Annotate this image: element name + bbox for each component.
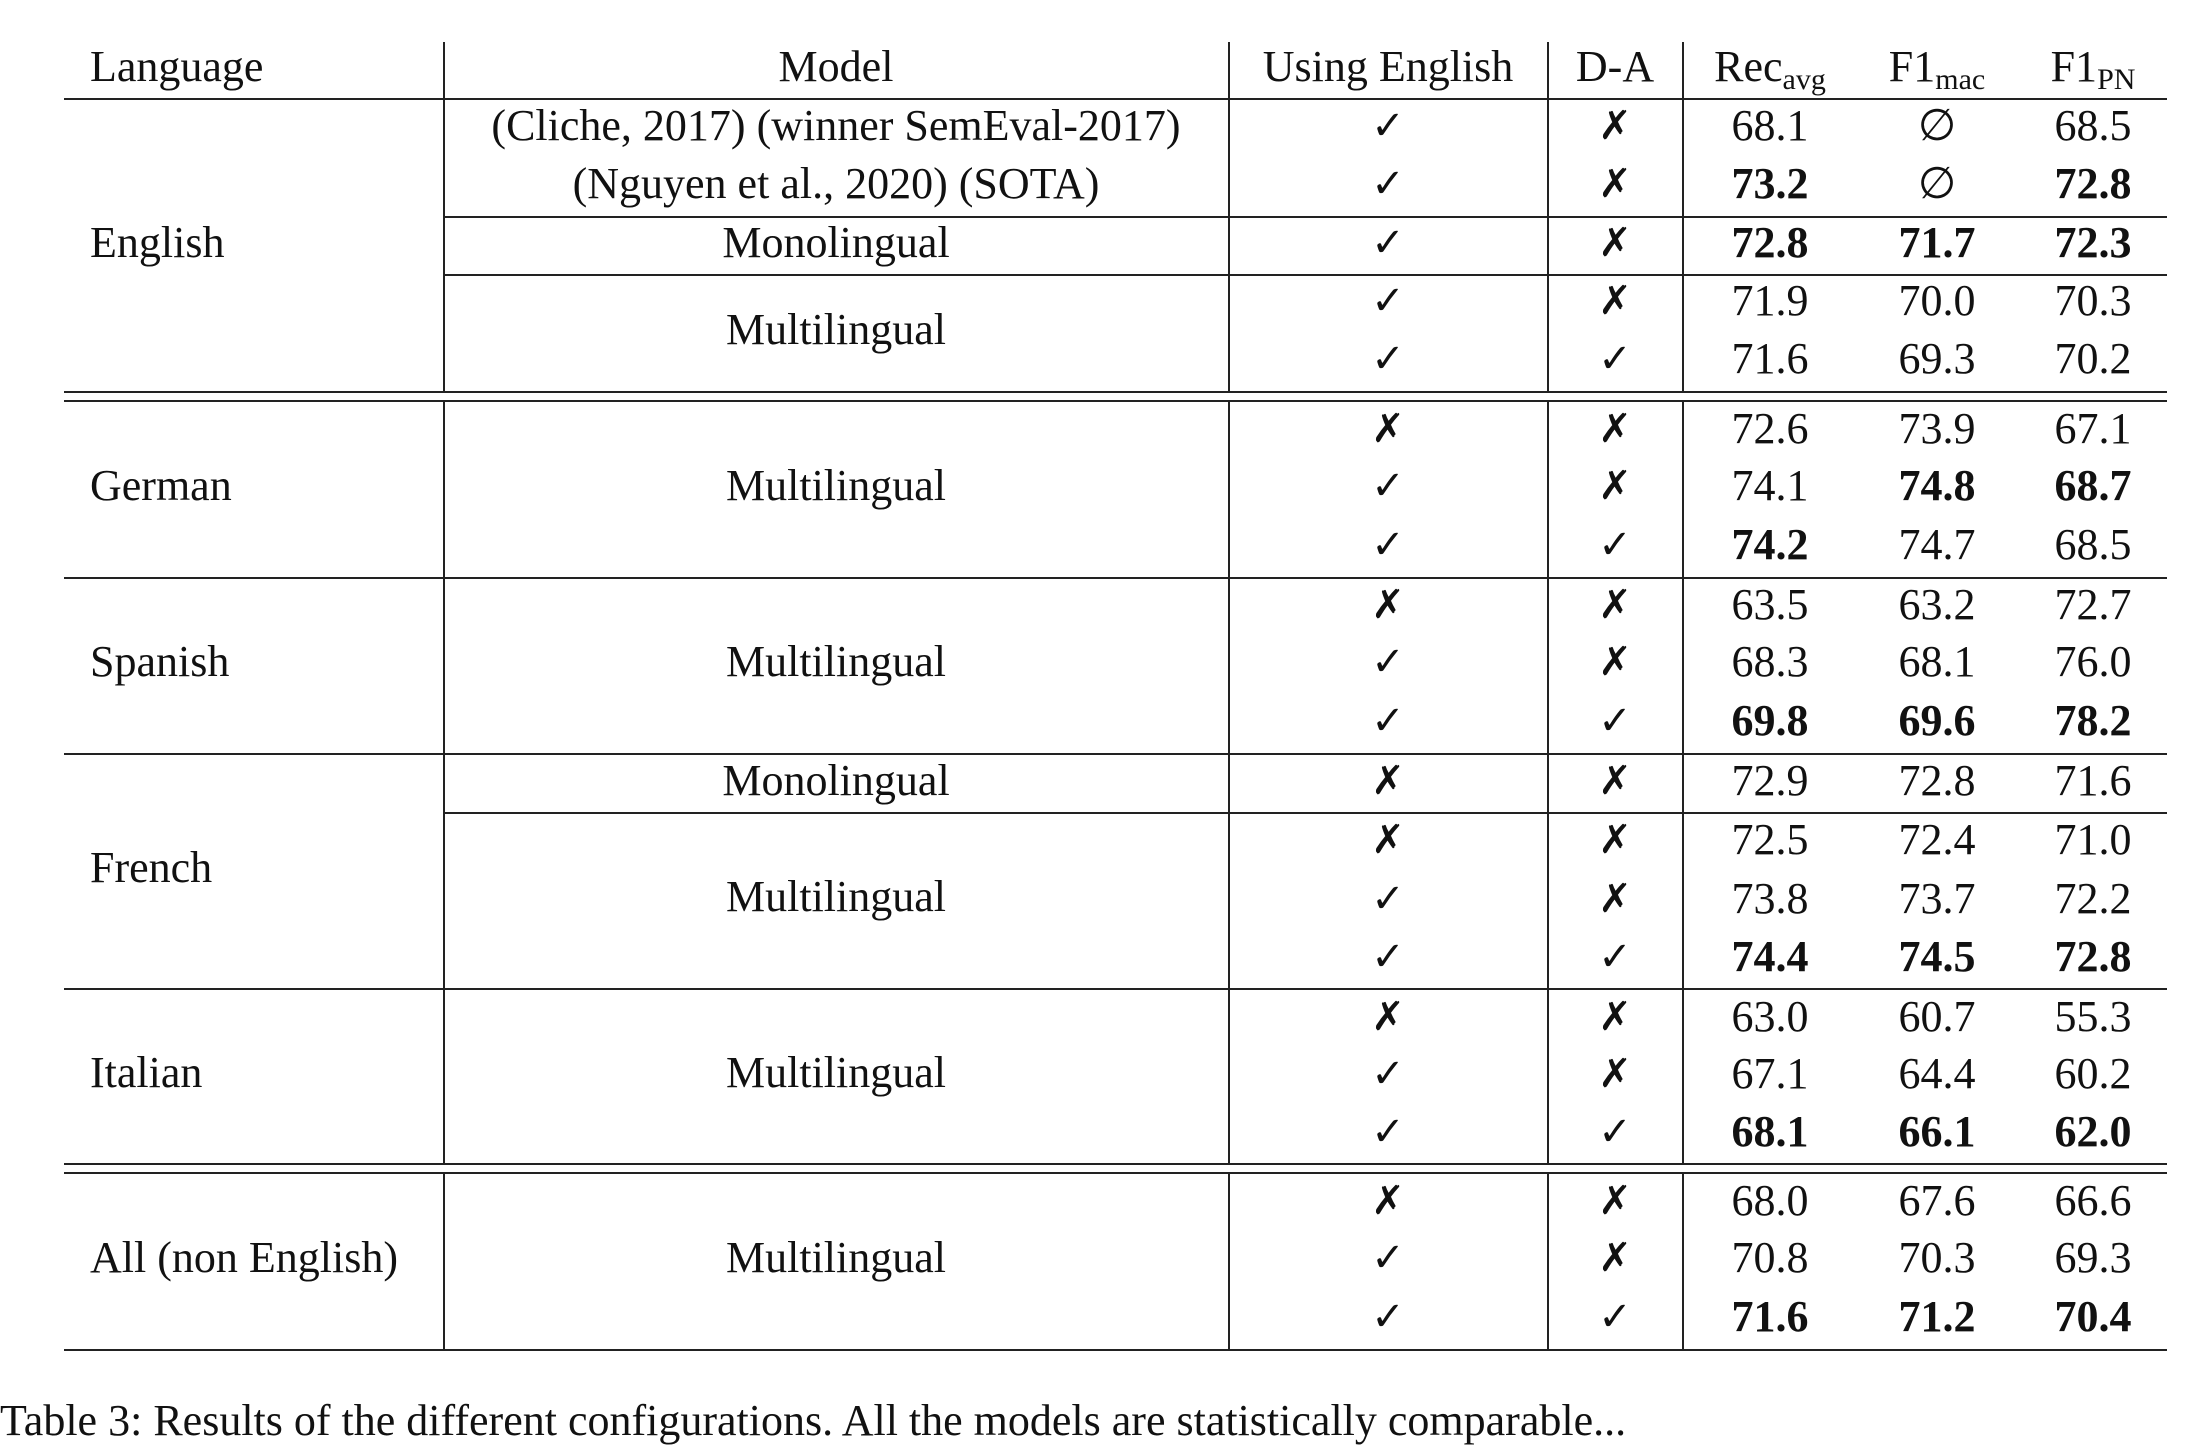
using-english-mark: ✗ <box>1371 1178 1405 1224</box>
da-mark: ✗ <box>1598 463 1632 509</box>
header-f1mac-base: F1 <box>1888 42 1936 91</box>
header-using-english: Using English <box>1262 42 1514 91</box>
model-label: Multilingual <box>726 1048 946 1097</box>
using-english-mark: ✓ <box>1371 639 1405 685</box>
f1-pn-value: 60.2 <box>2054 1049 2132 1098</box>
header-f1pn-sub: PN <box>2097 63 2136 96</box>
f1-pn-value: 72.3 <box>2054 218 2132 267</box>
rule <box>64 98 2167 100</box>
using-english-mark: ✓ <box>1371 278 1405 324</box>
rec-avg-value: 72.9 <box>1731 756 1809 805</box>
col-divider <box>443 42 445 391</box>
rec-avg-value: 63.5 <box>1731 580 1809 629</box>
rec-avg-value: 63.0 <box>1731 992 1809 1041</box>
da-mark: ✗ <box>1598 876 1632 922</box>
f1-mac-value: 74.8 <box>1898 461 1976 510</box>
f1-mac-value: 66.1 <box>1898 1107 1976 1156</box>
col-divider <box>443 402 445 1163</box>
using-english-mark: ✓ <box>1371 522 1405 568</box>
header-rec-sub: avg <box>1782 63 1826 96</box>
rec-avg-value: 74.1 <box>1731 461 1809 510</box>
f1-mac-value: 71.2 <box>1898 1292 1976 1341</box>
using-english-mark: ✓ <box>1371 1109 1405 1155</box>
rule <box>64 1349 2167 1351</box>
rec-avg-value: 68.1 <box>1731 101 1809 150</box>
using-english-mark: ✓ <box>1371 698 1405 744</box>
rule <box>444 274 2167 276</box>
f1-mac-value: 71.7 <box>1898 218 1976 267</box>
rule <box>64 1163 2167 1165</box>
rule <box>64 988 2167 990</box>
using-english-mark: ✓ <box>1371 463 1405 509</box>
da-mark: ✓ <box>1598 698 1632 744</box>
model-label: (Nguyen et al., 2020) (SOTA) <box>572 159 1100 208</box>
da-mark: ✗ <box>1598 278 1632 324</box>
rule <box>64 753 2167 755</box>
col-divider <box>1682 42 1684 391</box>
header-rec-avg <box>1714 38 1826 96</box>
using-english-mark: ✓ <box>1371 1235 1405 1281</box>
f1-pn-value: 66.6 <box>2054 1176 2132 1225</box>
rec-avg-value: 73.2 <box>1731 159 1809 208</box>
rec-avg-value: 74.2 <box>1731 520 1809 569</box>
da-mark: ✗ <box>1598 1235 1632 1281</box>
f1-mac-value: 72.8 <box>1898 756 1976 805</box>
rec-avg-value: 72.5 <box>1731 815 1809 864</box>
using-english-mark: ✓ <box>1371 103 1405 149</box>
da-mark: ✗ <box>1598 220 1632 266</box>
col-divider <box>1228 1174 1230 1349</box>
f1-pn-value: 76.0 <box>2054 637 2132 686</box>
using-english-mark: ✓ <box>1371 934 1405 980</box>
f1-mac-value: 70.3 <box>1898 1233 1976 1282</box>
header-model: Model <box>778 42 894 91</box>
group-language: English <box>90 218 225 267</box>
f1-pn-value: 72.2 <box>2054 874 2132 923</box>
rec-avg-value: 68.3 <box>1731 637 1809 686</box>
rec-avg-value: 71.6 <box>1731 1292 1809 1341</box>
rec-avg-value: 71.9 <box>1731 276 1809 325</box>
model-label: Monolingual <box>722 756 950 805</box>
da-mark: ✗ <box>1598 817 1632 863</box>
header-f1-mac <box>1889 38 1985 96</box>
using-english-mark: ✗ <box>1371 817 1405 863</box>
rule <box>64 577 2167 579</box>
using-english-mark: ✗ <box>1371 406 1405 452</box>
f1-mac-value: 60.7 <box>1898 992 1976 1041</box>
header-rec-base: Rec <box>1714 42 1783 91</box>
header-f1mac-sub: mac <box>1935 63 1986 96</box>
f1-pn-value: 70.2 <box>2054 334 2132 383</box>
f1-pn-value: 68.5 <box>2054 101 2132 150</box>
model-label: Multilingual <box>726 461 946 510</box>
rule <box>64 400 2167 402</box>
f1-mac-value: ∅ <box>1917 101 1957 150</box>
table-caption: Table 3: Results of the different configurations. All the models are statistically comparable... <box>0 1396 1627 1445</box>
rec-avg-value: 67.1 <box>1731 1049 1809 1098</box>
f1-mac-value: 70.0 <box>1898 276 1976 325</box>
model-label: Multilingual <box>726 305 946 354</box>
rec-avg-value: 71.6 <box>1731 334 1809 383</box>
col-divider <box>1547 402 1549 1163</box>
f1-mac-value: 74.7 <box>1898 520 1976 569</box>
f1-mac-value: 74.5 <box>1898 932 1976 981</box>
using-english-mark: ✗ <box>1371 582 1405 628</box>
model-label: Monolingual <box>722 218 950 267</box>
da-mark: ✓ <box>1598 522 1632 568</box>
da-mark: ✓ <box>1598 1294 1632 1340</box>
f1-pn-value: 70.4 <box>2054 1292 2132 1341</box>
using-english-mark: ✓ <box>1371 876 1405 922</box>
f1-mac-value: 64.4 <box>1898 1049 1976 1098</box>
header-f1-pn <box>2051 38 2136 96</box>
group-language: All (non English) <box>90 1233 398 1282</box>
f1-pn-value: 70.3 <box>2054 276 2132 325</box>
col-divider <box>1547 1174 1549 1349</box>
f1-pn-value: 68.5 <box>2054 520 2132 569</box>
model-label: Multilingual <box>726 872 946 921</box>
da-mark: ✗ <box>1598 639 1632 685</box>
f1-pn-value: 68.7 <box>2054 461 2132 510</box>
group-language: German <box>90 461 232 510</box>
model-label: Multilingual <box>726 1233 946 1282</box>
f1-mac-value: 73.7 <box>1898 874 1976 923</box>
da-mark: ✗ <box>1598 103 1632 149</box>
using-english-mark: ✗ <box>1371 758 1405 804</box>
da-mark: ✓ <box>1598 336 1632 382</box>
f1-mac-value: 63.2 <box>1898 580 1976 629</box>
group-language: Spanish <box>90 637 230 686</box>
f1-pn-value: 71.6 <box>2054 756 2132 805</box>
f1-pn-value: 72.8 <box>2054 932 2132 981</box>
da-mark: ✗ <box>1598 1051 1632 1097</box>
f1-mac-value: 69.6 <box>1898 696 1976 745</box>
da-mark: ✗ <box>1598 994 1632 1040</box>
rec-avg-value: 69.8 <box>1731 696 1809 745</box>
f1-mac-value: 73.9 <box>1898 404 1976 453</box>
da-mark: ✗ <box>1598 1178 1632 1224</box>
da-mark: ✗ <box>1598 161 1632 207</box>
rec-avg-value: 68.0 <box>1731 1176 1809 1225</box>
using-english-mark: ✓ <box>1371 1051 1405 1097</box>
f1-pn-value: 62.0 <box>2054 1107 2132 1156</box>
model-label: (Cliche, 2017) (winner SemEval-2017) <box>491 101 1181 150</box>
rule <box>444 812 2167 814</box>
col-divider <box>1547 42 1549 391</box>
using-english-mark: ✓ <box>1371 1294 1405 1340</box>
f1-pn-value: 72.8 <box>2054 159 2132 208</box>
header-da: D-A <box>1575 42 1655 91</box>
f1-mac-value: 69.3 <box>1898 334 1976 383</box>
using-english-mark: ✓ <box>1371 161 1405 207</box>
da-mark: ✗ <box>1598 582 1632 628</box>
f1-pn-value: 55.3 <box>2054 992 2132 1041</box>
f1-mac-value: 68.1 <box>1898 637 1976 686</box>
col-divider <box>1228 402 1230 1163</box>
f1-mac-value: 72.4 <box>1898 815 1976 864</box>
f1-pn-value: 72.7 <box>2054 580 2132 629</box>
da-mark: ✓ <box>1598 934 1632 980</box>
f1-mac-value: 67.6 <box>1898 1176 1976 1225</box>
group-language: Italian <box>90 1048 203 1097</box>
da-mark: ✗ <box>1598 758 1632 804</box>
col-divider <box>443 1174 445 1349</box>
rule <box>444 216 2167 218</box>
header-language: Language <box>90 42 264 91</box>
using-english-mark: ✗ <box>1371 994 1405 1040</box>
rec-avg-value: 72.8 <box>1731 218 1809 267</box>
rec-avg-value: 74.4 <box>1731 932 1809 981</box>
f1-pn-value: 78.2 <box>2054 696 2132 745</box>
using-english-mark: ✓ <box>1371 336 1405 382</box>
da-mark: ✓ <box>1598 1109 1632 1155</box>
rec-avg-value: 73.8 <box>1731 874 1809 923</box>
rule <box>64 391 2167 393</box>
col-divider <box>1682 402 1684 1163</box>
group-language: French <box>90 843 213 892</box>
f1-pn-value: 69.3 <box>2054 1233 2132 1282</box>
f1-pn-value: 67.1 <box>2054 404 2132 453</box>
rec-avg-value: 70.8 <box>1731 1233 1809 1282</box>
col-divider <box>1228 42 1230 391</box>
rec-avg-value: 72.6 <box>1731 404 1809 453</box>
rec-avg-value: 68.1 <box>1731 1107 1809 1156</box>
f1-mac-value: ∅ <box>1917 159 1957 208</box>
da-mark: ✗ <box>1598 406 1632 452</box>
f1-pn-value: 71.0 <box>2054 815 2132 864</box>
col-divider <box>1682 1174 1684 1349</box>
model-label: Multilingual <box>726 637 946 686</box>
using-english-mark: ✓ <box>1371 220 1405 266</box>
rule <box>64 1172 2167 1174</box>
header-f1pn-base: F1 <box>2050 42 2098 91</box>
